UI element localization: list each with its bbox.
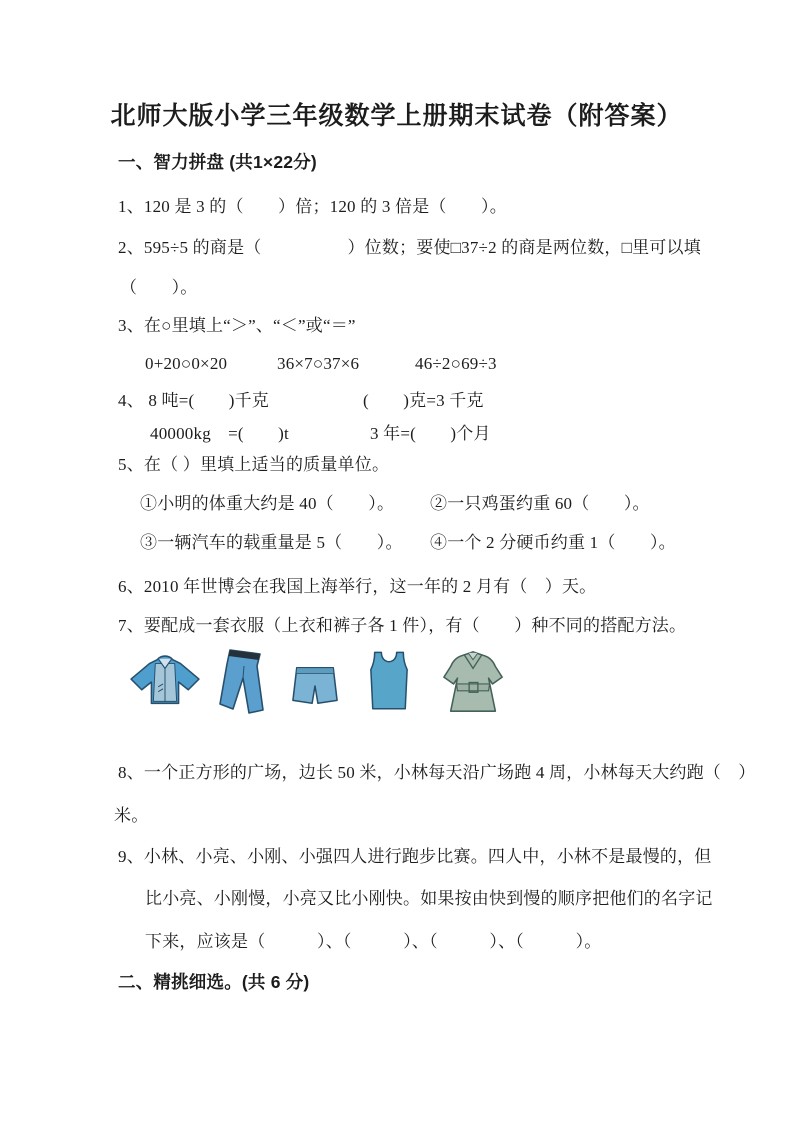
- question-4-row2-left: 40000kg =( )t: [150, 424, 289, 443]
- jeans-icon: [216, 646, 268, 718]
- tank-top-icon: [368, 650, 410, 714]
- section-one-heading: 一、智力拼盘 (共1×22分): [118, 152, 317, 172]
- question-1: 1、120 是 3 的（ ）倍；120 的 3 倍是（ ）。: [118, 197, 507, 216]
- question-4-row2-right: 3 年=( )个月: [370, 424, 491, 443]
- question-2-line1: 2、595÷5 的商是（ ）位数；要使□37÷2 的商是两位数，□里可以填: [118, 238, 701, 257]
- question-3-expression-3: 46÷2○69÷3: [415, 354, 497, 373]
- question-9-line1: 9、小林、小亮、小刚、小强四人进行跑步比赛。四人中，小林不是最慢的，但: [118, 847, 712, 866]
- question-9-line3: 下来，应该是（ ）、（ ）、（ ）、（ ）。: [145, 932, 602, 951]
- question-3: 3、在○里填上“＞”、“＜”或“＝”: [118, 316, 356, 335]
- question-6: 6、2010 年世博会在我国上海举行，这一年的 2 月有（ ）天。: [118, 577, 597, 596]
- question-5-item-1: ①小明的体重大约是 40（ ）。: [140, 494, 395, 513]
- question-2-line2: （ ）。: [120, 278, 198, 297]
- coat-icon: [440, 648, 508, 718]
- question-5-item-3: ③一辆汽车的载重量是 5（ ）。: [140, 533, 403, 552]
- question-5: 5、在（ ）里填上适当的质量单位。: [118, 455, 390, 474]
- page-title: 北师大版小学三年级数学上册期末试卷（附答案）: [110, 102, 683, 130]
- question-4-row1-left: 4、 8 吨=( )千克: [118, 391, 270, 410]
- question-5-item-4: ④一个 2 分硬币约重 1（ ）。: [430, 533, 676, 552]
- question-7: 7、要配成一套衣服（上衣和裤子各 1 件），有（ ）种不同的搭配方法。: [118, 616, 687, 635]
- question-3-expression-2: 36×7○37×6: [277, 354, 360, 373]
- question-4-row1-right: ( )克=3 千克: [363, 391, 484, 410]
- question-5-item-2: ②一只鸡蛋约重 60（ ）。: [430, 494, 650, 513]
- jacket-icon: [126, 650, 204, 714]
- question-3-expression-1: 0+20○0×20: [145, 354, 228, 373]
- shorts-icon: [290, 662, 340, 710]
- question-8-line1: 8、一个正方形的广场，边长 50 米，小林每天沿广场跑 4 周，小林每天大约跑（ ）: [118, 763, 756, 782]
- question-9-line2: 比小亮、小刚慢，小亮又比小刚快。如果按由快到慢的顺序把他们的名字记: [145, 889, 713, 908]
- question-8-line2: 米。: [114, 806, 149, 825]
- section-two-heading: 二、精挑细选。(共 6 分): [118, 972, 310, 992]
